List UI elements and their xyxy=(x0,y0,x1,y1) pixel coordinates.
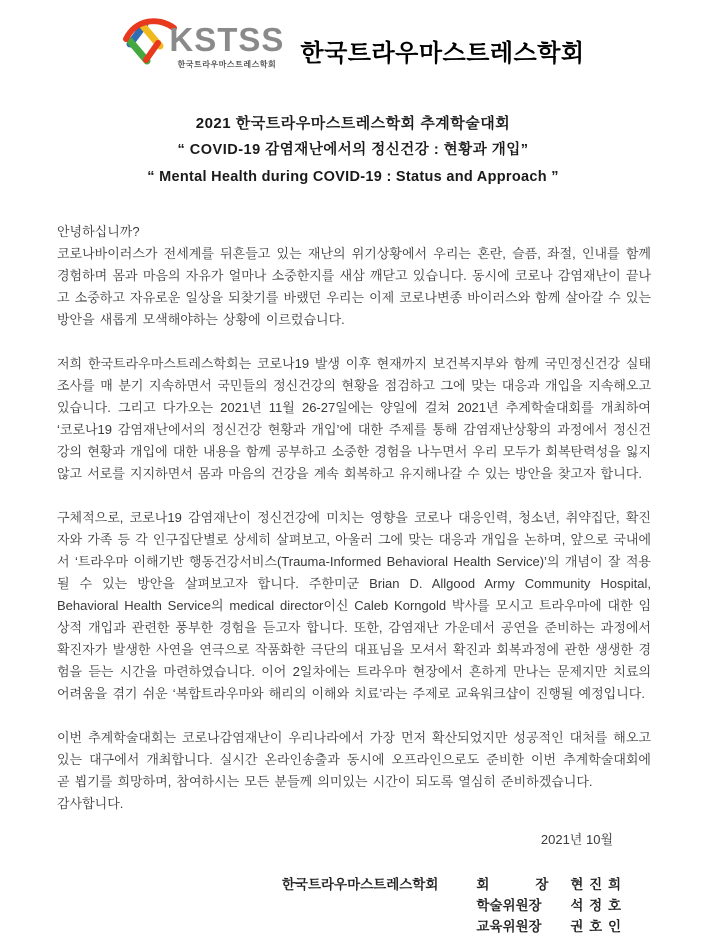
signature-row xyxy=(476,916,622,937)
logo-stroke-red-small xyxy=(146,43,158,60)
signature-name-president: 현 진 희 xyxy=(570,877,622,892)
signature-role-academic-chair: 학술위원장 xyxy=(476,898,542,913)
signature-block xyxy=(0,874,706,937)
paragraph-4: 이번 추계학술대회는 코로나감염재난이 우리나라에서 가장 먼저 확산되었지만 성공적인 대처를 해오고있는 대구에서 개최합니다. 실시간 온라인송출과 동시에 오프라인으로도 준비한 이번 추계학술대회에 곧 뵙기를 희망하며, 참여하시는 모든 분들께 의미있는 시간이 되도록 열심히 준비하겠습니다. xyxy=(57,730,651,789)
conference-title-line3: “ Mental Health during COVID-19 : Status and Approach ” xyxy=(147,169,559,185)
greeting-line: 안녕하십니까? xyxy=(57,224,140,239)
signature-row xyxy=(476,895,622,916)
signature-role-education-chair: 교육위원장 xyxy=(476,919,542,934)
signature-row xyxy=(476,874,622,895)
kstss-wordmark xyxy=(169,23,284,70)
conference-title-line2: “ COVID-19 감염재난에서의 정신건강 : 현황과 개입” xyxy=(177,142,529,158)
letterhead xyxy=(0,0,706,70)
conference-title-line1: 2021 한국트라우마스트레스학회 추계학술대회 xyxy=(195,115,511,132)
letter-body xyxy=(57,221,651,815)
signature-name-academic-chair: 석 정 호 xyxy=(570,898,622,913)
paragraph-3: 구체적으로, 코로나19 감염재난이 정신건강에 미치는 영향을 코로나 대응인력, 청소년, 취약집단, 확진자와 가족 등 각 인구집단별로 상세히 살펴보고, 아울러 그에 맞는 대응과 개입을 논하며, 앞으로 국내에서 ‘트라우마 이해기반 행동건강서비스(Trauma-Informed Behavioral Health Service)’의 개념이 잘 적용될 수 있는 방안을 살펴보고자 합니다. 주한미군 Brian D. Allgood Army Community Hospital, Behavioral Health Service의 medical director이신 Caleb Korngold 박사를 모시고 트라우마에 대한 임상적 개입과 관련한 풍부한 경험을 듣고자 합니다. 또한, 감염재난 가운데서 공연을 준비하는 과정에서 확진자가 발생한 사연을 연극으로 작품화한 극단의 대표님을 모셔서 확진과 회복과정에 관한 생생한 경험을 듣는 시간을 마련하였습니다. 이어 2일차에는 트라우마 현장에서 흔하게 만나는 문제지만 치료의 어려움을 겪기 쉬운 ‘복합트라우마와 해리의 이해와 치료’라는 주제로 교육워크샵이 진행될 예정입니다. xyxy=(57,510,651,701)
closing-line: 감사합니다. xyxy=(57,796,124,811)
kstss-acronym: KSTSS xyxy=(169,21,285,58)
kstss-logo xyxy=(121,13,284,70)
conference-title-block xyxy=(0,110,706,191)
signature-rows xyxy=(476,874,622,937)
signature-name-education-chair: 권 호 인 xyxy=(570,919,622,934)
paragraph-2: 저희 한국트라우마스트레스학회는 코로나19 발생 이후 현재까지 보건복지부와 함께 국민정신건강 실태조사를 매 분기 지속하면서 국민들의 정신건강의 현황을 점검하고 그에 맞는 대응과 개입을 지속해오고 있습니다. 그리고 다가오는 2021년 11월 26-27일에는 양일에 걸쳐 2021년 추계학술대회를 개최하여 ‘코로나19 감염재난에서의 정신건강 현황과 개입’에 대한 주제를 통해 감염재난상황의 과정에서 정신건강의 현황과 개입에 대한 내용을 함께 공부하고 소중한 경험을 나누면서 우리 모두가 회복탄력성을 잃지 않고 서로를 지지하면서 몸과 마음의 건강을 계속 회복하고 유지해나갈 수 있는 방안을 찾고자 합니다. xyxy=(57,356,651,481)
kstss-subtext: 한국트라우마스트레스학회 xyxy=(177,60,277,69)
letter-date: 2021년 10월 xyxy=(540,832,613,847)
paragraph-1: 코로나바이러스가 전세계를 뒤흔들고 있는 재난의 위기상황에서 우리는 혼란, 슬픔, 좌절, 인내를 함께 경험하며 몸과 마음의 자유가 얼마나 소중한지를 새삼 깨닫고 있습니다. 동시에 코로나 감염재난이 끝나고 소중하고 자유로운 일상을 되찾기를 바랬던 우리는 이제 코로나변종 바이러스와 함께 살아갈 수 있는 방안을 새롭게 모색해야하는 상황에 이르렀습니다. xyxy=(57,246,651,327)
signature-role-president: 회 장 xyxy=(476,877,549,892)
organization-name: 한국트라우마스트레스학회 xyxy=(300,40,585,67)
signature-org: 한국트라우마스트레스학회 xyxy=(281,877,439,892)
